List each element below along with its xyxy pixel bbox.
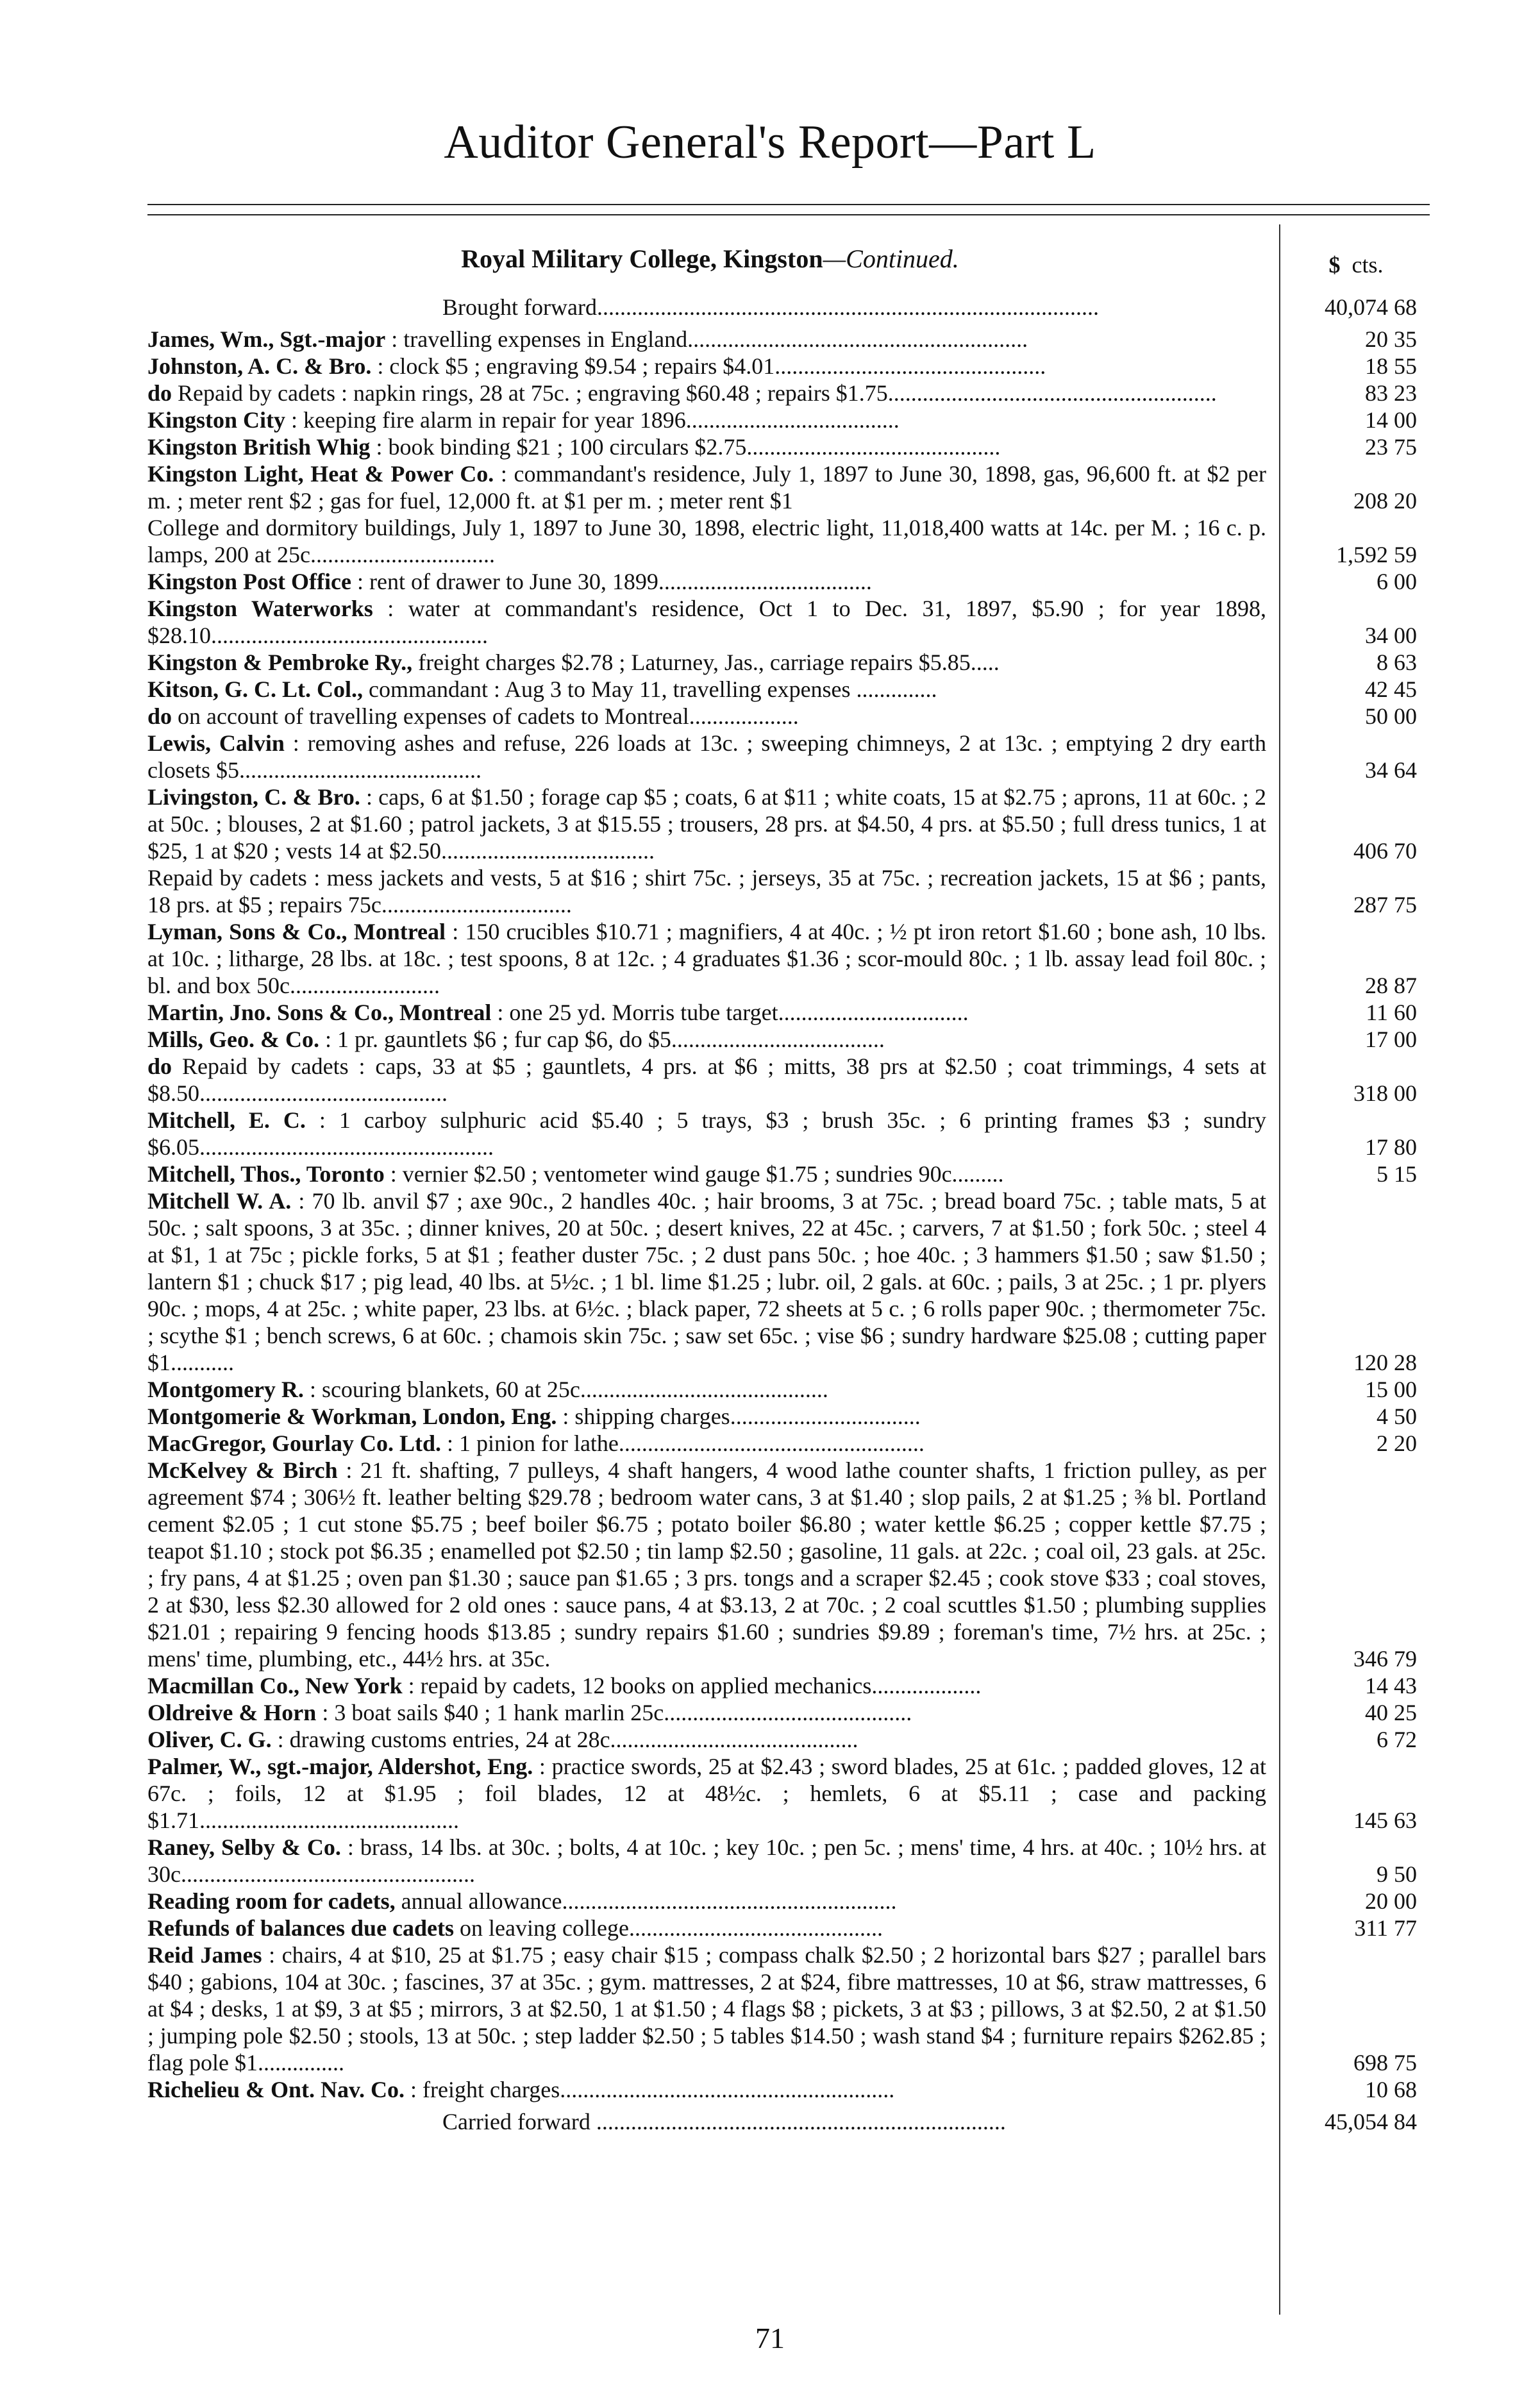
entry-text: : shipping charges................................. [562,1404,921,1429]
entry-text: : commandant's residence, July 1, 1897 to June 30, 1898, gas, 96,600 ft. at $2 per m. ; meter rent $2 ; gas for fuel, 12,000 ft. at $1 per m. ; meter rent $1 [147,461,1267,514]
entry-amount: 28 87 [1365,973,1417,998]
ledger-entries [147,289,1430,2140]
entry-amount: 10 68 [1365,2077,1417,2102]
entry-text: Carried forward ....................................................................... [442,2109,1006,2134]
entry-description [147,649,1273,676]
currency-cents-label: cts. [1352,252,1384,278]
entry-amount-cell [1273,1161,1430,1187]
entry-amount-cell [1273,2076,1430,2103]
entry-amount: 5 15 [1377,1161,1417,1187]
entry-amount: 40,074 68 [1325,294,1417,320]
entry-text: : 1 pinion for lathe..................................................... [446,1430,925,1456]
entry-description [147,1053,1273,1107]
entry-payee: Livingston, C. & Bro. [147,784,360,810]
entry-amount-cell [1273,649,1430,676]
ledger-row [147,380,1430,407]
entry-amount-cell [1273,703,1430,730]
entry-text: College and dormitory buildings, July 1, 1897 to June 30, 1898, electric light, 11,018,400 watts at 14c. per M. ; 16 c. p. lamps, 200 at 25c................................ [147,515,1266,567]
entry-amount: 6 72 [1377,1727,1417,1752]
currency-header [1282,251,1430,278]
entry-payee: do [147,1053,172,1079]
entry-amount: 14 00 [1365,407,1417,433]
entry-text: : 3 boat sails $40 ; 1 hank marlin 25c........................................... [322,1700,912,1725]
entry-description [147,1941,1273,2076]
entry-payee: Mitchell W. A. [147,1188,292,1214]
entry-description [147,353,1273,380]
entry-amount-cell [1273,380,1430,407]
entry-amount: 83 23 [1365,380,1417,406]
entry-amount: 287 75 [1353,892,1417,918]
entry-text: : 70 lb. anvil $7 ; axe 90c., 2 handles 40c. ; hair brooms, 3 at 75c. ; bread board 75c. ; table mats, 5 at 50c. ; salt spoons, 3 at 35c. ; dinner knives, 20 at 50c. ; desert knives, 22 at 45c. ; carvers, 7 at $1.50 ; fork 50c. ; steel 4 at $1, 1 at 75c ; pickle forks, 5 at $1 ; feather duster 75c. ; 2 dust pans 50c. ; hoe 40c. ; 3 hammers $1.50 ; saw $1.50 ; lantern $1 ; chuck $17 ; pig lead, 40 lbs. at 5½c. ; 1 bl. lime $1.25 ; lubr. oil, 2 gals. at 60c. ; pails, 3 at 25c. ; 1 pr. plyers 90c. ; mops, 4 at 25c. ; white paper, 23 lbs. at 6½c. ; black paper, 72 sheets at 5 c. ; 6 rolls paper 90c. ; thermometer 75c. ; scythe $1 ; bench screws, 6 at 60c. ; chamois skin 75c. ; saw set 65c. ; vise $6 ; sundry hardware $25.08 ; cutting paper $1........... [147,1188,1266,1375]
entry-payee: Macmillan Co., New York [147,1673,403,1698]
entry-amount: 318 00 [1353,1080,1417,1106]
entry-amount: 8 63 [1377,650,1417,675]
entry-payee: Mills, Geo. & Co. [147,1027,319,1052]
entry-amount-cell [1273,568,1430,595]
entry-payee: Mitchell, Thos., Toronto [147,1161,385,1187]
entry-description [147,703,1273,730]
entry-text: commandant : Aug 3 to May 11, travelling expenses .............. [369,676,937,702]
entry-description [147,1187,1273,1376]
entry-amount: 34 64 [1365,757,1417,783]
entry-amount-cell [1273,460,1430,514]
entry-payee: Kingston Post Office [147,569,351,594]
entry-description [147,514,1273,568]
entry-text: on leaving college............................................ [460,1915,883,1941]
ledger-row [147,1672,1430,1699]
ledger-row [147,1053,1430,1107]
entry-amount: 34 00 [1365,623,1417,648]
entry-amount: 50 00 [1365,703,1417,729]
section-heading-continued: —Continued. [823,244,959,273]
entry-text: : 1 pr. gauntlets $6 ; fur cap $6, do $5..................................... [324,1027,885,1052]
entry-payee: Kingston Light, Heat & Power Co. [147,461,494,487]
entry-description [147,1888,1273,1915]
entry-description [147,326,1273,353]
ledger-row [147,676,1430,703]
ledger-row [147,595,1430,649]
ledger-row [147,864,1430,918]
ledger-row [147,353,1430,380]
total-row [147,2108,1430,2135]
entry-description [147,380,1273,407]
entry-description [147,1915,1273,1941]
entry-text: : travelling expenses in England........................................................... [391,326,1028,352]
entry-amount-cell [1273,1457,1430,1672]
ledger-row [147,1187,1430,1376]
entry-amount-cell [1273,730,1430,784]
entry-payee: Reading room for cadets, [147,1888,396,1914]
entry-amount: 20 35 [1365,326,1417,352]
entry-amount-cell [1273,514,1430,568]
entry-payee: Johnston, A. C. & Bro. [147,353,372,379]
entry-description [147,1457,1273,1672]
ledger-row [147,1107,1430,1161]
entry-amount-cell [1273,864,1430,918]
entry-payee: Kitson, G. C. Lt. Col., [147,676,364,702]
entry-amount-cell [1273,918,1430,999]
entry-payee: Mitchell, E. C. [147,1107,306,1133]
ledger-row [147,1726,1430,1753]
entry-amount-cell [1273,1699,1430,1726]
ledger-row [147,918,1430,999]
entry-amount: 14 43 [1365,1673,1417,1698]
entry-text: : scouring blankets, 60 at 25c........................................... [309,1377,828,1402]
entry-description [147,568,1273,595]
entry-amount: 2 20 [1377,1430,1417,1456]
entry-payee: MacGregor, Gourlay Co. Ltd. [147,1430,441,1456]
entry-description [147,1834,1273,1888]
entry-payee: Kingston British Whig [147,434,371,460]
entry-amount: 4 50 [1377,1404,1417,1429]
entry-amount-cell [1273,1726,1430,1753]
ledger-row [147,1834,1430,1888]
entry-text: : book binding $21 ; 100 circulars $2.75............................................ [376,434,1001,460]
entry-text: : freight charges.......................................................... [410,2077,895,2102]
entry-payee: Raney, Selby & Co. [147,1834,341,1860]
entry-text: Repaid by cadets : napkin rings, 28 at 75c. ; engraving $60.48 ; repairs $1.75......................................................... [178,380,1217,406]
entry-payee: Martin, Jno. Sons & Co., Montreal [147,1000,492,1025]
entry-text: : rent of drawer to June 30, 1899..................................... [356,569,872,594]
entry-payee: McKelvey & Birch [147,1457,338,1483]
entry-amount: 406 70 [1353,838,1417,864]
entry-amount-cell [1273,326,1430,353]
ledger-row [147,433,1430,460]
entry-description [147,864,1273,918]
entry-text: : clock $5 ; engraving $9.54 ; repairs $4.01............................................... [377,353,1046,379]
ledger-row [147,407,1430,433]
entry-amount-cell [1273,1888,1430,1915]
entry-description [147,294,1273,321]
ledger-row [147,1457,1430,1672]
ledger-row [147,730,1430,784]
entry-text: : drawing customs entries, 24 at 28c........................................... [277,1727,858,1752]
entry-amount: 17 80 [1365,1134,1417,1160]
entry-amount-cell [1273,595,1430,649]
entry-amount: 15 00 [1365,1377,1417,1402]
ledger-row [147,460,1430,514]
entry-text: annual allowance.......................................................... [401,1888,897,1914]
entry-text: : brass, 14 lbs. at 30c. ; bolts, 4 at 10c. ; key 10c. ; pen 5c. ; mens' time, 4 hrs. at 40c. ; 10½ hrs. at 30c................................................... [147,1834,1266,1887]
ledger-row [147,999,1430,1026]
entry-description [147,1403,1273,1430]
header-rule-top [147,204,1430,205]
entry-text: : one 25 yd. Morris tube target................................. [497,1000,969,1025]
entry-amount-cell [1273,1376,1430,1403]
header-rule-bottom [147,214,1430,215]
ledger-row [147,2076,1430,2103]
entry-text: : practice swords, 25 at $2.43 ; sword blades, 25 at 61c. ; padded gloves, 12 at 67c. ; foils, 12 at $1.95 ; foil blades, 12 at 48½c. ; hemlets, 6 at $5.11 ; case and packing $1.71............................................. [147,1754,1267,1833]
entry-text: : removing ashes and refuse, 226 loads at 13c. ; sweeping chimneys, 2 at 13c. ; emptying 2 dry earth closets $5.......................................... [147,730,1267,783]
entry-amount: 6 00 [1377,569,1417,594]
ledger-row [147,703,1430,730]
entry-payee: Reid James [147,1942,262,1968]
ledger-row [147,326,1430,353]
entry-amount-cell [1273,1834,1430,1888]
entry-payee: Richelieu & Ont. Nav. Co. [147,2077,405,2102]
ledger-row [147,568,1430,595]
entry-amount-cell [1273,1187,1430,1376]
entry-description [147,433,1273,460]
entry-description [147,1107,1273,1161]
entry-description [147,676,1273,703]
entry-amount-cell [1273,1672,1430,1699]
section-heading [147,244,1273,274]
entry-amount-cell [1273,294,1430,321]
ledger-row [147,1026,1430,1053]
entry-amount-cell [1273,1026,1430,1053]
total-row [147,294,1430,321]
entry-amount: 18 55 [1365,353,1417,379]
ledger-row [147,784,1430,864]
ledger-row [147,514,1430,568]
entry-text: : caps, 6 at $1.50 ; forage cap $5 ; coats, 6 at $11 ; white coats, 15 at $2.75 ; aprons, 11 at 60c. ; 2 at 50c. ; blouses, 2 at $1.60 ; patrol jackets, 3 at $15.55 ; trousers, 28 prs. at $4.50, 4 prs. at $5.50 ; full dress tunics, 1 at $25, 1 at $20 ; vests 14 at $2.50..................................... [147,784,1266,864]
entry-amount-cell [1273,353,1430,380]
entry-description [147,1430,1273,1457]
entry-amount: 145 63 [1353,1807,1417,1833]
entry-description [147,1026,1273,1053]
entry-amount: 17 00 [1365,1027,1417,1052]
entry-description [147,407,1273,433]
entry-amount: 23 75 [1365,434,1417,460]
entry-payee: Kingston City [147,407,286,433]
entry-description [147,595,1273,649]
ledger-row [147,1376,1430,1403]
entry-amount: 120 28 [1353,1350,1417,1375]
entry-text: : keeping fire alarm in repair for year 1896..................................... [291,407,900,433]
entry-amount-cell [1273,784,1430,864]
entry-description [147,2076,1273,2103]
entry-amount: 45,054 84 [1325,2109,1417,2134]
entry-payee: Kingston Waterworks [147,596,373,621]
entry-payee: Lyman, Sons & Co., Montreal [147,919,446,944]
entry-amount-cell [1273,1053,1430,1107]
entry-amount-cell [1273,2108,1430,2135]
page-title: Auditor General's Report—Part L [444,116,1096,169]
entry-text: on account of travelling expenses of cadets to Montreal................... [178,703,799,729]
entry-description [147,784,1273,864]
entry-text: : repaid by cadets, 12 books on applied mechanics................... [408,1673,982,1698]
entry-text: freight charges $2.78 ; Laturney, Jas., carriage repairs $5.85..... [418,650,1000,675]
entry-payee: Oldreive & Horn [147,1700,317,1725]
entry-text: : 150 crucibles $10.71 ; magnifiers, 4 at 40c. ; ½ pt iron retort $1.60 ; bone ash, 10 lbs. at 10c. ; litharge, 28 lbs. at 18c. ; test spoons, 8 at 12c. ; 4 graduates $1.36 ; scor-mould 80c. ; 1 lb. assay lead foil 80c. ; bl. and box 50c.......................... [147,919,1267,998]
ledger-row [147,1430,1430,1457]
entry-payee: Oliver, C. G. [147,1727,272,1752]
entry-amount-cell [1273,433,1430,460]
entry-description [147,1726,1273,1753]
entry-description [147,1753,1273,1834]
page-number: 71 [755,2322,785,2354]
entry-amount-cell [1273,1941,1430,2076]
entry-description [147,1376,1273,1403]
entry-amount-cell [1273,407,1430,433]
entry-description [147,1699,1273,1726]
entry-description [147,2108,1273,2135]
entry-payee: James, Wm., Sgt.-major [147,326,386,352]
entry-text: : water at commandant's residence, Oct 1 to Dec. 31, 1897, $5.90 ; for year 1898, $28.10................................................ [147,596,1267,648]
entry-payee: Refunds of balances due cadets [147,1915,455,1941]
entry-payee: do [147,703,172,729]
entry-amount-cell [1273,1915,1430,1941]
entry-amount: 311 77 [1354,1915,1417,1941]
entry-description [147,918,1273,999]
entry-description [147,1161,1273,1187]
entry-text: Repaid by cadets : caps, 33 at $5 ; gauntlets, 4 prs. at $6 ; mitts, 38 prs at $2.50 ; coat trimmings, 4 sets at $8.50........................................... [147,1053,1267,1106]
entry-text: Brought forward....................................................................................... [442,294,1099,320]
entry-amount-cell [1273,999,1430,1026]
entry-text: : chairs, 4 at $10, 25 at $1.75 ; easy chair $15 ; compass chalk $2.50 ; 2 horizontal bars $27 ; parallel bars $40 ; gabions, 104 at 30c. ; fascines, 37 at 35c. ; gym. mattresses, 2 at $24, fibre mattresses, 10 at $6, straw mattresses, 6 at $4 ; desks, 1 at $9, 3 at $5 ; mirrors, 3 at $2.50, 1 at $1.50 ; 4 flags $8 ; pickets, 3 at $3 ; pillows, 3 at $2.50, 2 at $1.50 ; jumping pole $2.50 ; stools, 13 at 50c. ; step ladder $2.50 ; 5 tables $14.50 ; wash stand $4 ; furniture repairs $262.85 ; flag pole $1............... [147,1942,1266,2075]
entry-payee: Kingston & Pembroke Ry., [147,650,413,675]
entry-description [147,1672,1273,1699]
entry-payee: Montgomerie & Workman, London, Eng. [147,1404,557,1429]
entry-amount-cell [1273,1107,1430,1161]
ledger-row [147,1403,1430,1430]
ledger-row [147,649,1430,676]
currency-dollar-label: $ [1328,252,1341,278]
entry-amount: 9 50 [1377,1861,1417,1887]
entry-amount: 208 20 [1353,488,1417,514]
entry-payee: Palmer, W., sgt.-major, Aldershot, Eng. [147,1754,533,1779]
entry-amount: 346 79 [1353,1646,1417,1672]
ledger-row [147,1915,1430,1941]
entry-description [147,730,1273,784]
entry-amount: 1,592 59 [1336,542,1417,567]
entry-text: : 1 carboy sulphuric acid $5.40 ; 5 trays, $3 ; brush 35c. ; 6 printing frames $3 ; sundry $6.05................................................... [147,1107,1267,1160]
entry-payee: do [147,380,172,406]
entry-amount: 40 25 [1365,1700,1417,1725]
entry-amount: 11 60 [1366,1000,1417,1025]
entry-amount-cell [1273,676,1430,703]
entry-payee: Montgomery R. [147,1377,304,1402]
entry-payee: Lewis, Calvin [147,730,285,756]
entry-amount-cell [1273,1403,1430,1430]
entry-description [147,999,1273,1026]
entry-description [147,460,1273,514]
ledger-row [147,1699,1430,1726]
entry-text: : vernier $2.50 ; ventometer wind gauge $1.75 ; sundries 90c......... [390,1161,1004,1187]
entry-amount-cell [1273,1430,1430,1457]
entry-amount: 42 45 [1365,676,1417,702]
ledger-row [147,1753,1430,1834]
entry-amount: 698 75 [1353,2050,1417,2075]
ledger-row [147,1941,1430,2076]
entry-amount-cell [1273,1753,1430,1834]
ledger-row [147,1888,1430,1915]
ledger-row [147,1161,1430,1187]
entry-text: Repaid by cadets : mess jackets and vests, 5 at $16 ; shirt 75c. ; jerseys, 35 at 75c. ; recreation jackets, 15 at $6 ; pants, 18 prs. at $5 ; repairs 75c................................. [147,865,1266,918]
entry-amount: 20 00 [1365,1888,1417,1914]
section-heading-title: Royal Military College, Kingston [461,244,823,273]
entry-text: : 21 ft. shafting, 7 pulleys, 4 shaft hangers, 4 wood lathe counter shafts, 1 friction pulley, as per agreement $74 ; 306½ ft. leather belting $29.78 ; bedroom water cans, 3 at $1.40 ; slop pails, 2 at $1.25 ; ⅜ bl. Portland cement $2.05 ; 1 cut stone $5.75 ; beef boiler $6.75 ; potato boiler $6.80 ; water kettle $6.25 ; copper kettle $7.75 ; teapot $1.10 ; stock pot $6.35 ; enamelled pot $2.50 ; tin lamp $2.50 ; gasoline, 11 gals. at 22c. ; coal oil, 23 gals. at 25c. ; fry pans, 4 at $1.25 ; oven pan $1.30 ; sauce pan $1.65 ; 3 prs. tongs and a scraper $2.45 ; cook stove $33 ; coal stoves, 2 at $30, less $2.30 allowed for 2 old ones : sauce pans, 4 at $3.13, 2 at 70c. ; 2 coal scuttles $1.50 ; plumbing supplies $21.01 ; repairing 9 fencing hoods $13.85 ; sundry repairs $1.60 ; sundries $9.89 ; foreman's time, 7½ hrs. at 25c. ; mens' time, plumbing, etc., 44½ hrs. at 35c. [147,1457,1267,1672]
